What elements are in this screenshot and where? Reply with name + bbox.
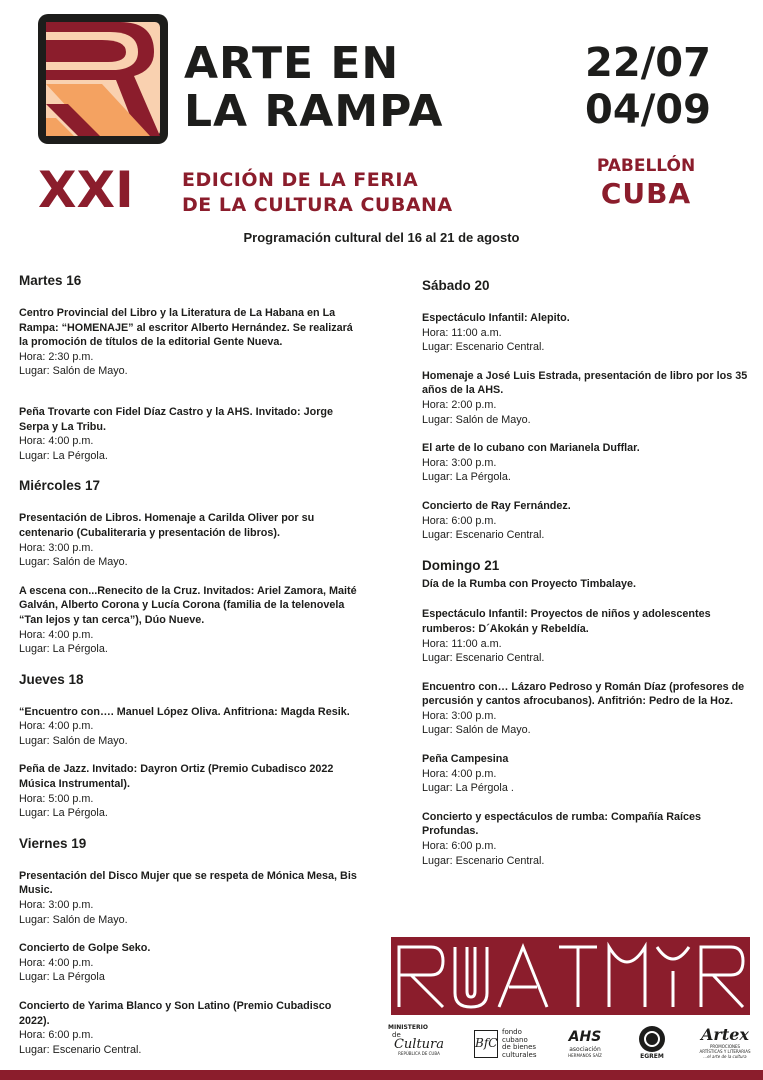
egrem-logo: EGREM: [632, 1024, 672, 1064]
event-item: [19, 306, 364, 379]
edition-line-2: DE LA CULTURA CUBANA: [182, 194, 453, 216]
arte-en-la-rampa-logo: [38, 14, 168, 144]
event-hora: Hora: 11:00 a.m.: [422, 637, 502, 650]
event-title: Encuentro con… Lázaro Pedroso y Román Díaz (profesores de percusión y cantos afrocubanos). Anfitrión: Pedro de la Hoz.: [422, 680, 745, 708]
day-subheading: Día de la Rumba con Proyecto Timbalaye.: [422, 577, 637, 590]
event-lugar: Lugar: Salón de Mayo.: [19, 556, 128, 569]
event-title: Concierto de Ray Fernández.: [422, 499, 571, 512]
pavilion-line-2: CUBA: [600, 177, 692, 210]
program-subtitle: Programación cultural del 16 al 21 de agosto: [243, 230, 520, 245]
program-left-column: [19, 272, 364, 1071]
event-hora: Hora: 11:00 a.m.: [422, 326, 502, 339]
event-hora: Hora: 4:00 p.m.: [19, 435, 94, 448]
event-item: [19, 405, 364, 463]
event-lugar: Lugar: Salón de Mayo.: [422, 413, 531, 426]
mincult-logo: MINISTERIO de Cultura REPÚBLICA DE CUBA: [388, 1024, 445, 1056]
event-item: [422, 752, 757, 796]
event-hora: Hora: 4:00 p.m.: [19, 720, 94, 733]
event-item: [19, 511, 364, 569]
event-title: Peña de Jazz. Invitado: Dayron Ortiz (Premio Cubadisco 2022 Música Instrumental).: [19, 763, 334, 791]
event-hora: Hora: 6:00 p.m.: [422, 514, 497, 527]
event-title: “Encuentro con…. Manuel López Oliva. Anfitriona: Magda Resik.: [19, 705, 350, 718]
event-lugar: Lugar: La Pérgola.: [19, 449, 108, 462]
title-line-1: ARTE EN: [184, 38, 400, 89]
date-end: 04/09: [585, 87, 711, 133]
day-heading: Domingo 21: [422, 557, 500, 573]
event-lugar: Lugar: Salón de Mayo.: [19, 913, 128, 926]
day-heading: Viernes 19: [19, 835, 87, 851]
event-title: Espectáculo Infantil: Alepito.: [422, 312, 570, 324]
event-lugar: Lugar: La Pérgola.: [19, 807, 108, 820]
event-item: [422, 810, 757, 868]
event-title: [184, 40, 443, 136]
event-item: [422, 441, 757, 485]
event-hora: Hora: 6:00 p.m.: [422, 840, 497, 853]
event-title: Presentación de Libros. Homenaje a Carilda Oliver por su centenario (Cubaliteraria y presentación de libros).: [19, 512, 315, 539]
event-title: Centro Provincial del Libro y la Literatura de La Habana en La Rampa: “HOMENAJE” al escritor Alberto Hernández. Se realizará la promoción de títulos de la editorial Gente Nueva.: [19, 307, 353, 349]
fcbc-logo: BfC fondo cubano de bienes culturales: [475, 1028, 537, 1059]
event-lugar: Lugar: Salón de Mayo.: [422, 724, 531, 737]
event-item: [422, 311, 757, 355]
event-item: [19, 762, 364, 820]
day-heading: Jueves 18: [19, 671, 84, 687]
pavilion-label: [580, 155, 712, 211]
event-lugar: Lugar: La Pérgola: [19, 971, 105, 984]
event-hora: Hora: 3:00 p.m.: [422, 456, 497, 469]
program-right-column: [422, 277, 757, 882]
event-lugar: Lugar: Escenario Central.: [422, 341, 545, 354]
day-heading: Martes 16: [19, 273, 82, 288]
event-item: [422, 369, 757, 427]
edition-line-1: EDICIÓN DE LA FERIA: [182, 169, 419, 191]
event-hora: Hora: 5:00 p.m.: [19, 792, 94, 805]
event-item: [19, 584, 364, 657]
event-item: [19, 705, 364, 749]
event-lugar: Lugar: Escenario Central.: [422, 652, 545, 665]
event-hora: Hora: 4:00 p.m.: [422, 767, 497, 780]
bottom-bar: [0, 1070, 763, 1080]
event-item: [19, 941, 364, 985]
egrem-emblem-icon: [639, 1026, 665, 1052]
event-dates: [578, 40, 718, 134]
event-title: Peña Trovarte con Fidel Díaz Castro y la AHS. Invitado: Jorge Serpa y La Tribu.: [19, 405, 333, 433]
event-lugar: Lugar: Salón de Mayo.: [19, 365, 128, 378]
edition-number: XXI: [38, 161, 134, 219]
edition-text: [182, 168, 453, 218]
event-item: [422, 607, 757, 665]
event-lugar: Lugar: La Pérgola .: [422, 782, 514, 795]
event-lugar: Lugar: Escenario Central.: [422, 529, 545, 542]
event-hora: Hora: 3:00 p.m.: [19, 899, 94, 912]
event-title: Espectáculo Infantil: Proyectos de niños y adolescentes rumberos: D´Akokán y Rebeldía.: [422, 608, 711, 635]
event-hora: Hora: 3:00 p.m.: [422, 709, 497, 722]
sponsor-logos: [388, 1024, 758, 1064]
event-hora: Hora: 6:00 p.m.: [19, 1029, 94, 1042]
event-hora: Hora: 4:00 p.m.: [19, 956, 94, 969]
event-title: Concierto de Yarima Blanco y Son Latino (Premio Cubadisco 2022).: [19, 1000, 332, 1027]
event-title: Concierto de Golpe Seko.: [19, 942, 151, 955]
event-item: [422, 499, 757, 543]
event-lugar: Lugar: La Pérgola.: [422, 471, 511, 484]
event-item: [19, 999, 364, 1057]
event-title: El arte de lo cubano con Marianela Dufflar.: [422, 442, 640, 455]
event-hora: Hora: 2:00 p.m.: [422, 398, 497, 411]
event-title: Concierto y espectáculos de rumba: Compañía Raíces Profundas.: [422, 810, 702, 838]
ahs-logo: AHS asociación HERMANOS SAÍZ: [568, 1029, 602, 1058]
event-title: A escena con...Renecito de la Cruz. Invitados: Ariel Zamora, Maité Galván, Alberto Corona y Lucía Corona (familia de la telenovela “Tan lejos y tan cerca”), Dúo Nueve.: [19, 584, 357, 626]
event-lugar: Lugar: La Pérgola.: [19, 643, 108, 656]
event-lugar: Lugar: Escenario Central.: [19, 1043, 142, 1056]
event-title: Peña Campesina: [422, 753, 509, 766]
pavilion-line-1: PABELLÓN: [596, 156, 696, 176]
decorative-pattern: [391, 937, 750, 1015]
event-hora: Hora: 4:00 p.m.: [19, 628, 94, 641]
event-hora: Hora: 3:00 p.m.: [19, 541, 94, 554]
event-lugar: Lugar: Escenario Central.: [422, 854, 545, 867]
event-title: Presentación del Disco Mujer que se respeta de Mónica Mesa, Bis Music.: [19, 869, 357, 897]
artex-logo: Artex PROMOCIONES ARTÍSTICAS Y LITERARIAS ...el arte de la cultura: [699, 1025, 751, 1059]
event-lugar: Lugar: Salón de Mayo.: [19, 734, 128, 747]
event-hora: Hora: 2:30 p.m.: [19, 350, 94, 363]
event-item: [422, 680, 757, 738]
day-heading: Miércoles 17: [19, 478, 101, 494]
day-heading: Sábado 20: [422, 278, 490, 293]
title-line-2: LA RAMPA: [184, 86, 444, 137]
event-item: [19, 869, 364, 927]
date-start: 22/07: [585, 40, 711, 86]
event-title: Homenaje a José Luis Estrada, presentación de libro por los 35 años de la AHS.: [422, 369, 748, 397]
